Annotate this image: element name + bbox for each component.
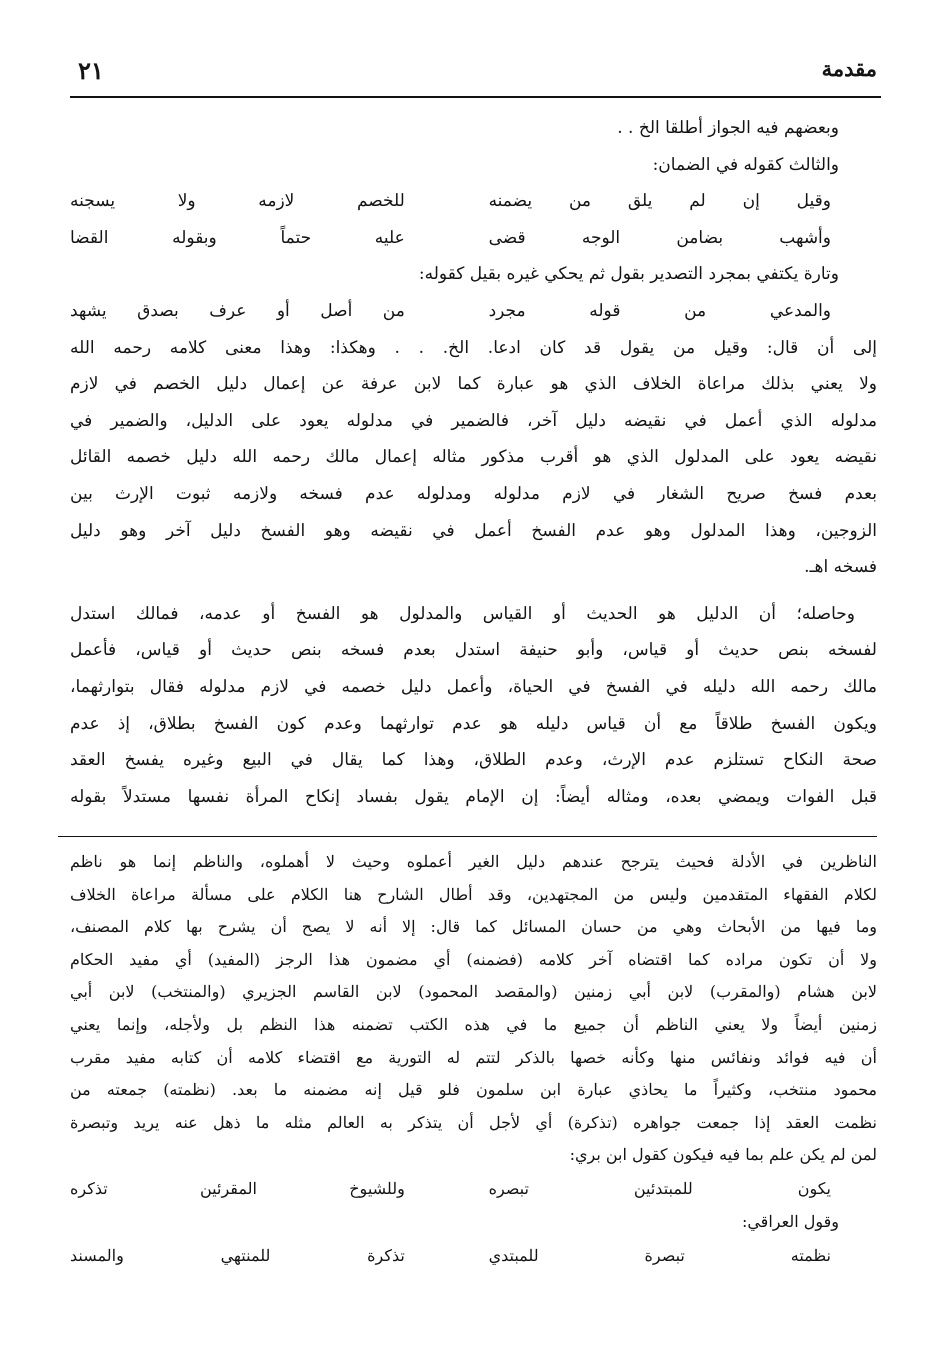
main-text bbox=[70, 110, 877, 815]
text-line: وتارة يكتفي بمجرد التصدير بقول ثم يحكي غيره بقيل كقوله: bbox=[418, 264, 839, 285]
page-number: ٢١ bbox=[78, 56, 104, 85]
verse-second-hemistich: وللشيوخ المقرئين تذكره bbox=[70, 1178, 405, 1198]
footnotes bbox=[70, 846, 877, 1273]
footnote-line: نظمت العقد إذا جمعت جواهره (تذكرة) أي لأجل أن يتذكر به العالم مثله ما ذهل عنه يريد وتبصرة bbox=[70, 1112, 877, 1132]
header-rule bbox=[70, 96, 881, 98]
text-line: صحة النكاح تستلزم عدم الإرث، وعدم الطلاق، وهذا كما يقال في البيع وغيره يفسخ العقد bbox=[70, 750, 877, 771]
text-line: ويكون الفسخ طلاقاً مع أن قياس دليله هو عدم توارثهما وعدم كون الفسخ بطلاق، إذ عدم bbox=[70, 713, 877, 734]
text-line: الزوجين، وهذا المدلول وهو عدم الفسخ أعمل في نقيضه وهو الفسخ دليل آخر وهو دليل bbox=[70, 520, 877, 541]
footnote-separator bbox=[58, 836, 877, 837]
text-line: والثالث كقوله في الضمان: bbox=[652, 154, 839, 175]
verse-line bbox=[70, 220, 877, 257]
footnote-line: الناظرين في الأدلة فحيث يترجح عندهم دليل الغير أعملوه وحيث لا أهملوه، والناظم إنما هو ناظم bbox=[70, 852, 877, 871]
text-line: وبعضهم فيه الجواز أطلقا الخ . . bbox=[617, 118, 839, 138]
verse-first-hemistich: نظمته تبصرة للمبتدي bbox=[488, 1245, 831, 1265]
footnote-verse-line bbox=[70, 1172, 877, 1206]
footnote-line: وما فيها من الأبحاث وهي من حسان المسائل كما قال: إلا أنه لا يصح أن يشرح بها كلام المصنف، bbox=[70, 917, 877, 937]
running-head: مقدمة bbox=[821, 56, 877, 81]
verse-second-hemistich: للخصم لازمه ولا يسجنه bbox=[70, 191, 405, 212]
footnote-line: وقول العراقي: bbox=[741, 1211, 839, 1231]
text-line: ولا يعني بذلك مراعاة الخلاف الذي هو عبارة كما لابن عرفة عن إعمال دليل الخصم في لازم bbox=[70, 374, 877, 395]
verse-first-hemistich: وقيل إن لم يلق من يضمنه bbox=[488, 191, 831, 212]
verse-first-hemistich: وأشهب بضامن الوجه قضى bbox=[488, 227, 831, 248]
page-header bbox=[70, 50, 877, 94]
text-line: لفسخه بنص حديث أو قياس، وأبو حنيفة استدل بعدم فسخه بنص حديث أو قياس، فأعمل bbox=[70, 640, 877, 661]
footnote-line: لكلام الفقهاء المتقدمين وليس من المجتهدين، وقد أطال الشارح هنا الكلام على مسألة مراعاة الخلاف bbox=[70, 884, 877, 904]
footnote-line: لابن هشام (والمقرب) لابن أبي زمنين (والمقصد المحمود) لابن القاسم الجزيري (والمنتخب) لابن أبي bbox=[70, 982, 877, 1002]
footnote-line: لمن لم يكن علم بما فيه فيكون كقول ابن بري: bbox=[569, 1145, 877, 1165]
text-line: وحاصله؛ أن الدليل هو الحديث أو القياس والمدلول هو الفسخ أو عدمه، فمالك استدل bbox=[70, 603, 855, 624]
footnote-line: محمود منتخب، وكثيراً ما يحاذي عبارة ابن سلمون فلو قيل إنه مضمنه ما بعد. (نظمته) جمعته من bbox=[70, 1080, 877, 1100]
paragraph bbox=[70, 596, 877, 816]
verse-first-hemistich: والمدعي من قوله مجرد bbox=[488, 300, 831, 321]
text-line: مالك رحمه الله دليله في الفسخ في الحياة، وأعمل دليل خصمه في لازم مدلوله فقال بتوارثهما، bbox=[70, 676, 877, 697]
verse-line bbox=[70, 293, 877, 330]
footnote-line: أن فيه فوائد ونفائس منها وكأنه خصها بالذكر لتتم له التورية مع اقتضاء كلامه أن كتابه مفيد مقرب bbox=[70, 1047, 877, 1067]
verse-second-hemistich: تذكرة للمنتهي والمسند bbox=[70, 1245, 405, 1265]
text-line: إلى أن قال: وقيل من يقول قد كان ادعا. الخ. . . وهكذا: وهذا معنى كلامه رحمه الله bbox=[70, 337, 877, 358]
verse-second-hemistich: عليه حتماً وبقوله القضا bbox=[70, 227, 405, 248]
verse-line bbox=[70, 183, 877, 220]
text-line: بعدم فسخ صريح الشغار في لازم مدلوله ومدلوله عدم فسخه ولازمه ثبوت الإرث بين bbox=[70, 483, 877, 504]
text-line: فسخه اهـ. bbox=[804, 557, 877, 578]
footnote-line: زمنين أيضاً ولا يعني الناظم أن جميع ما في هذه الكتب تضمنه هذا النظم بل ولأجله، وإنما يعني bbox=[70, 1014, 877, 1034]
text-line: قبل الفوات ويمضي بعده، ومثاله أيضاً: إن الإمام يقول بفساد إنكاح المرأة نفسها مستدلاً بقوله bbox=[70, 786, 877, 807]
verse-second-hemistich: من أصل أو عرف بصدق يشهد bbox=[70, 300, 405, 321]
footnote-verse-line bbox=[70, 1239, 877, 1273]
text-line: نقيضه يعود على المدلول الذي هو أقرب مذكور مثاله إعمال مالك رحمه الله دليل خصمه القائل bbox=[70, 447, 877, 468]
paragraph bbox=[70, 330, 877, 586]
footnote-line: ولا أن تكون مراده كما اقتضاه آخر كلامه (فضمنه) أي مضمون هذا الرجز (المفيد) أي مفيد الحكام bbox=[70, 949, 877, 969]
text-line: مدلوله الذي أعمل في نقيضه دليل آخر، فالضمير في مدلوله يعود على الدليل، والضمير في bbox=[70, 410, 877, 431]
verse-first-hemistich: يكون للمبتدئين تبصره bbox=[488, 1178, 831, 1198]
